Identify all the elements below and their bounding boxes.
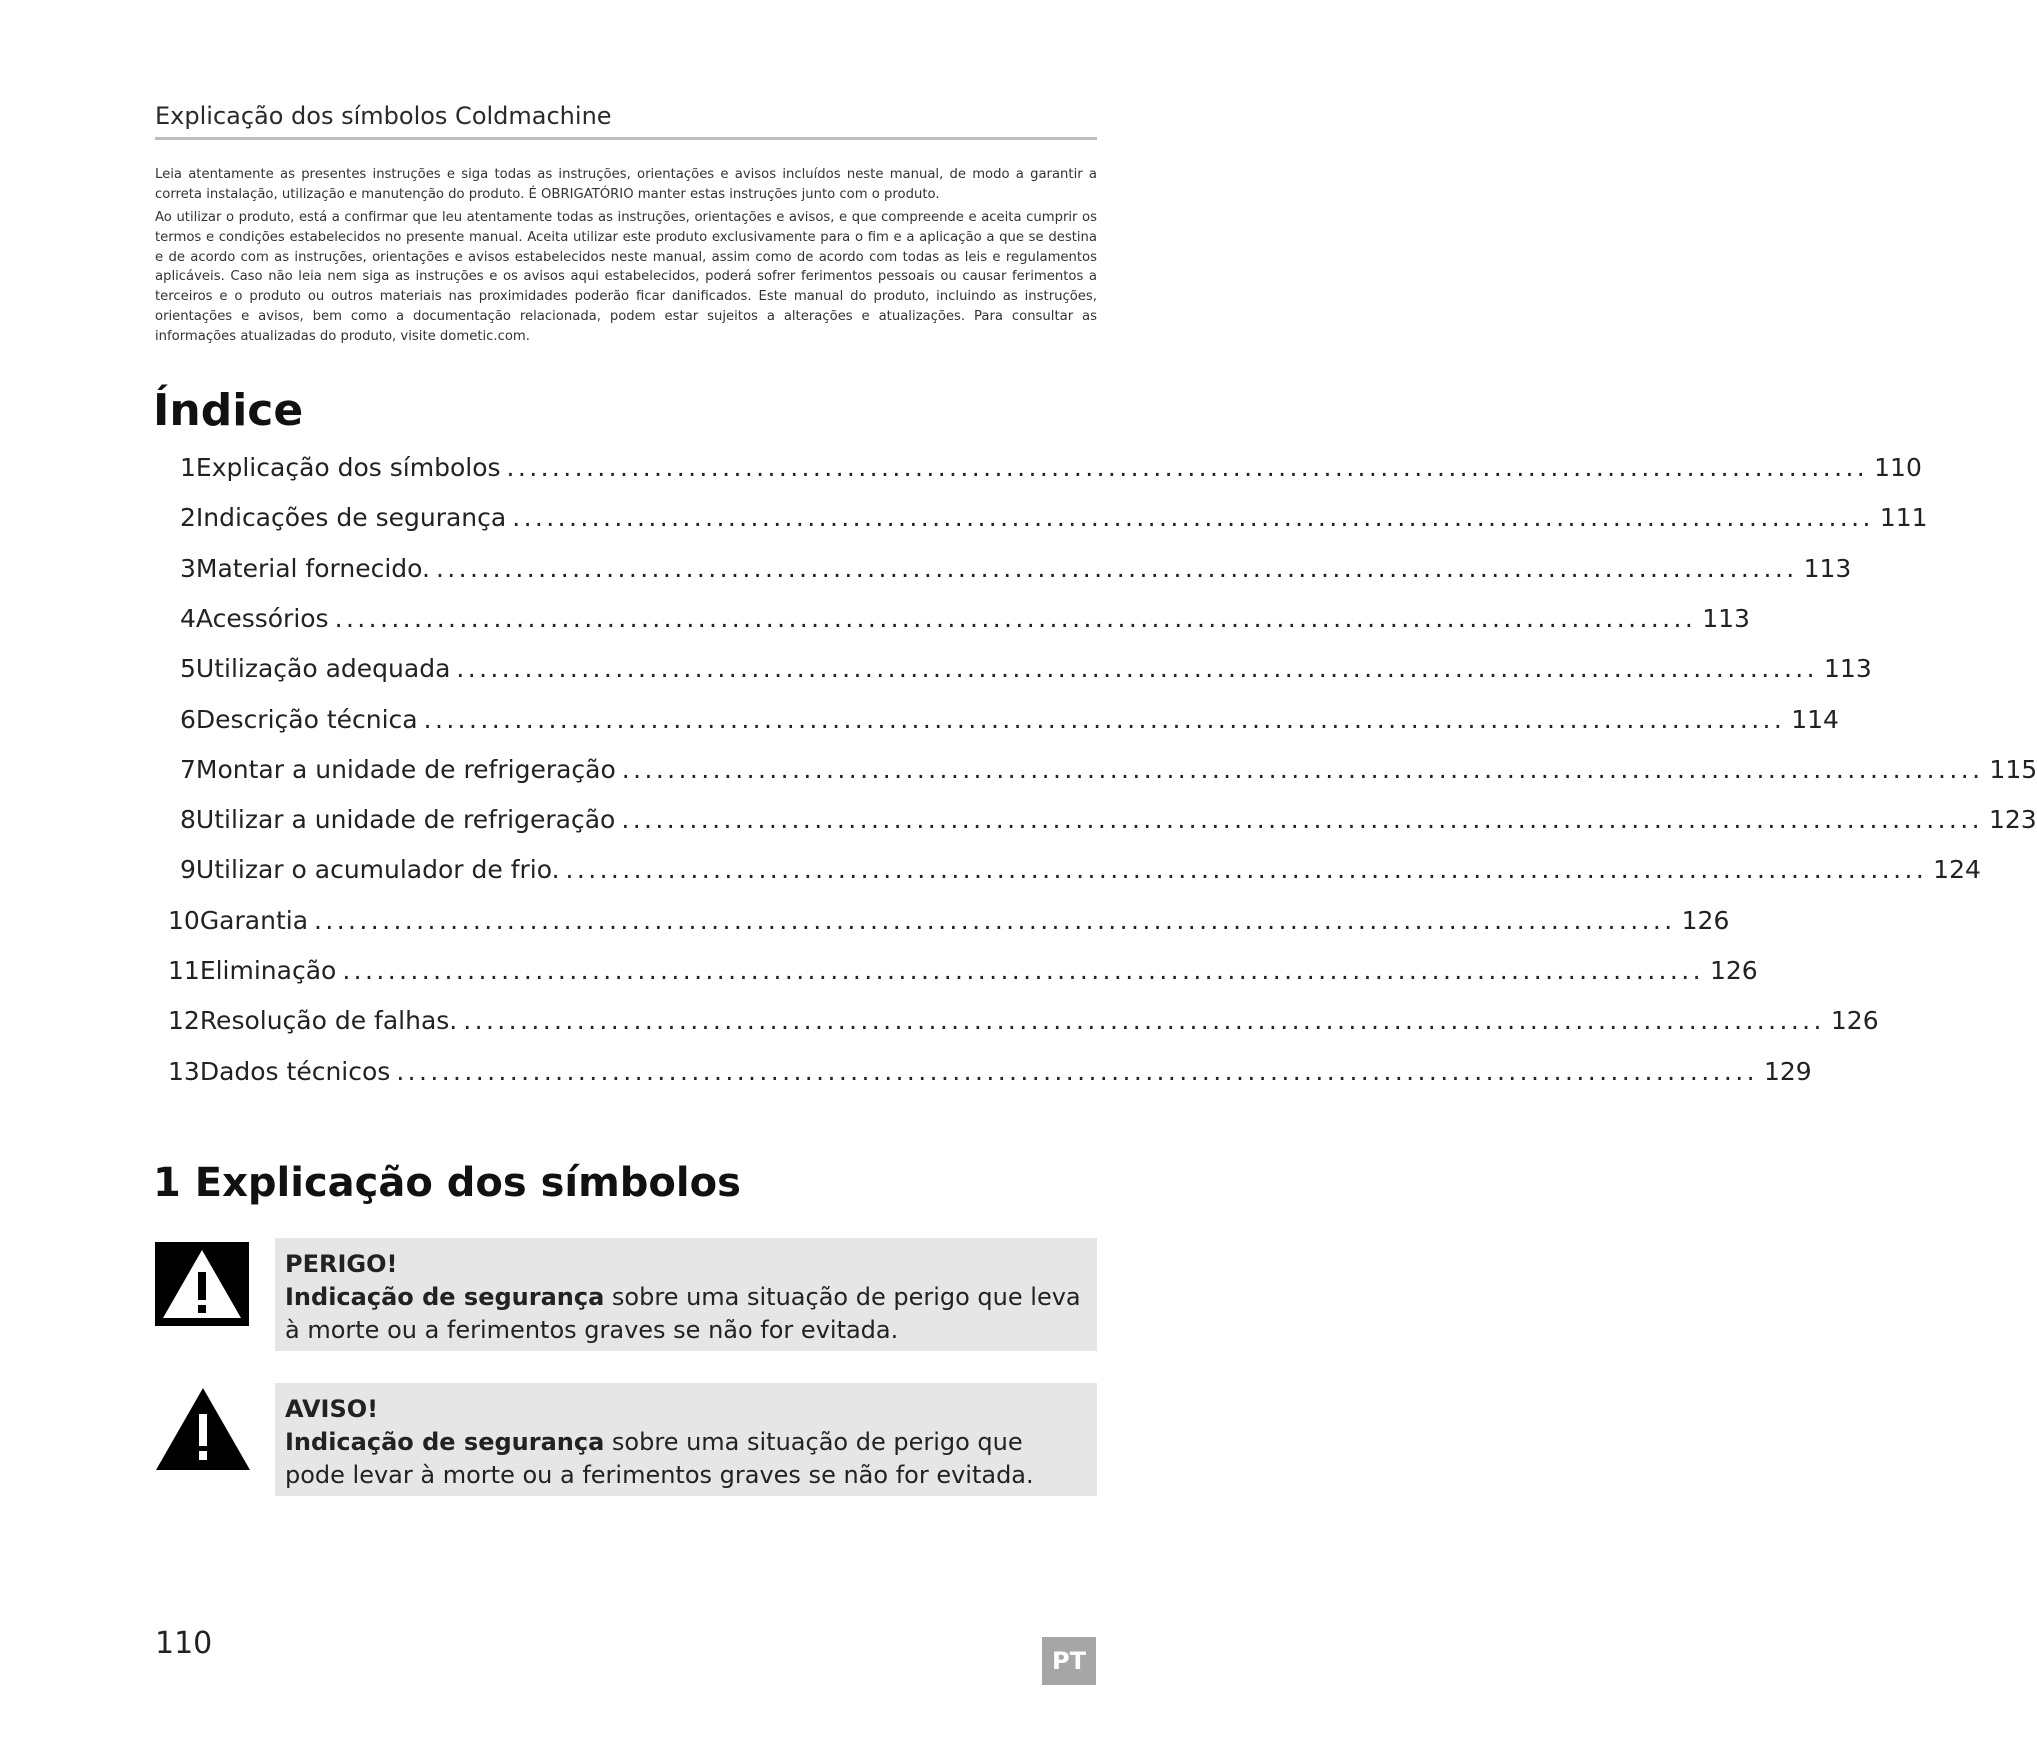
toc-entry-label: Descrição técnica	[195, 704, 418, 734]
toc-entry[interactable]	[180, 654, 1872, 704]
toc-entry[interactable]	[180, 503, 1928, 553]
warning-notice-text: sobre uma situação de perigo que pode levar à morte ou a ferimentos graves se não for evitada.	[285, 1428, 1034, 1489]
toc-entry[interactable]	[180, 704, 1839, 755]
toc-entry[interactable]	[180, 855, 1981, 905]
toc-entry-label: Montar a unidade de refrigeração	[195, 754, 616, 784]
danger-notice-title: PERIGO!	[285, 1250, 398, 1278]
danger-warning-sign-icon	[155, 1242, 249, 1330]
toc-leader-dots: ........................................................................................................................	[506, 453, 1869, 482]
toc-entry[interactable]	[168, 1056, 1812, 1107]
intro-paragraph-2: Ao utilizar o produto, está a confirmar que leu atentamente todas as instruções, orientações e avisos, e que compreende e aceita cumprir os termos e condições estabelecidos no presente manual. Aceita utilizar este produto exclusivamente para o fim e a aplicação a que se destina e de acordo com as instruções, orientações e avisos estabelecidos neste manual, assim como de acordo com todas as leis e regulamentos aplicáveis. Caso não leia nem siga as instruções e os avisos aqui estabelecidos, poderá sofrer ferimentos pessoais ou causar ferimentos a terceiros e o produto ou outros materiais nas proximidades poderão ficar danificados. Este manual do produto, incluindo as instruções, orientações e avisos, bem como a documentação relacionada, podem estar sujeitos a alterações e atualizações. Para consultar as informações atualizadas do produto, visite dometic.com.	[155, 210, 1097, 344]
toc-entry-label: Explicação dos símbolos	[195, 453, 501, 482]
toc-entry-label: Resolução de falhas.	[199, 1006, 458, 1036]
page-number: 110	[155, 1626, 213, 1661]
toc-entry-page: 111	[1879, 503, 1928, 533]
toc-entry[interactable]	[168, 905, 1730, 956]
toc-entry-number: 13	[168, 1056, 200, 1086]
warning-triangle-icon	[155, 1386, 251, 1476]
warning-notice-strong: Indicação de segurança	[285, 1428, 605, 1456]
toc-entry-label: Eliminação	[199, 956, 337, 985]
toc-leader-dots: ........................................................................................................................	[435, 553, 1798, 583]
toc-entry-number: 11	[168, 956, 200, 985]
header-rule	[155, 137, 1097, 140]
toc-leader-dots: ........................................................................................................................	[423, 704, 1786, 734]
toc-entry-label: Acessórios	[195, 603, 329, 633]
toc-leader-dots: ........................................................................................................................	[342, 956, 1704, 985]
toc-entry-label: Garantia	[199, 905, 309, 935]
toc-entry-label: Utilização adequada	[195, 654, 451, 684]
toc-leader-dots: ........................................................................................................................	[621, 805, 1983, 835]
toc-entry-page: 113	[1702, 603, 1750, 633]
toc-leader-dots: ........................................................................................................................	[512, 503, 1874, 533]
toc-entry-number: 4	[180, 603, 196, 633]
toc-entry-number: 9	[180, 855, 196, 885]
toc-leader-dots: ........................................................................................................................	[314, 905, 1676, 935]
toc-entry-page: 114	[1791, 704, 1839, 734]
toc-entry-page: 124	[1933, 855, 1981, 885]
toc-entry-page: 129	[1763, 1056, 1812, 1086]
toc-entry[interactable]	[180, 553, 1852, 604]
section-heading-symbols: 1 Explicação dos símbolos	[153, 1160, 741, 1206]
toc-entry-number: 2	[180, 503, 196, 533]
danger-notice-box	[275, 1238, 1097, 1351]
toc-entry-number: 8	[180, 805, 196, 835]
toc-entry-number: 6	[180, 704, 196, 734]
toc-entry-page: 115	[1989, 754, 2037, 784]
toc-entry-label: Indicações de segurança	[195, 503, 507, 533]
intro-paragraph-1: Leia atentamente as presentes instruções e siga todas as instruções, orientações e avisos incluídos neste manual, de modo a garantir a correta instalação, utilização e manutenção do produto. É OBRIGATÓRIO manter estas instruções junto com o produto.	[155, 167, 1097, 202]
toc-leader-dots: ........................................................................................................................	[621, 754, 1984, 784]
toc-entry-page: 113	[1824, 654, 1872, 684]
toc-entry-label: Dados técnicos	[199, 1056, 391, 1086]
toc-entry-label: Utilizar o acumulador de frio.	[195, 855, 560, 885]
toc-entry[interactable]	[180, 805, 2037, 855]
danger-notice-text: sobre uma situação de perigo que leva à morte ou a ferimentos graves se não for evitada.	[285, 1283, 1081, 1344]
toc-entry[interactable]	[180, 603, 1750, 654]
toc-leader-dots: ........................................................................................................................	[565, 855, 1928, 885]
toc-entry-number: 3	[180, 553, 196, 583]
toc-entry[interactable]	[180, 453, 1922, 503]
toc-leader-dots: ........................................................................................................................	[456, 654, 1819, 684]
toc-entry-number: 12	[168, 1006, 200, 1036]
toc-leader-dots: ........................................................................................................................	[334, 603, 1697, 633]
toc-entry[interactable]	[168, 1006, 1879, 1056]
toc-leader-dots: ........................................................................................................................	[396, 1056, 1758, 1086]
toc-entry-label: Material fornecido.	[195, 553, 430, 583]
toc-entry-page: 126	[1830, 1006, 1879, 1036]
toc-leader-dots: ........................................................................................................................	[463, 1006, 1825, 1036]
language-badge: PT	[1042, 1637, 1096, 1685]
toc-entry-page: 126	[1709, 956, 1758, 985]
danger-notice-strong: Indicação de segurança	[285, 1283, 605, 1311]
index-heading: Índice	[153, 385, 304, 436]
toc-entry-number: 10	[168, 905, 200, 935]
toc-entry-page: 113	[1803, 553, 1852, 583]
header-title: Explicação dos símbolos Coldmachine	[155, 102, 612, 130]
toc-entry-page: 123	[1988, 805, 2037, 835]
toc-entry-page: 110	[1874, 453, 1922, 482]
toc-entry-label: Utilizar a unidade de refrigeração	[195, 805, 616, 835]
toc-entry-number: 1	[180, 453, 196, 482]
toc-entry[interactable]	[180, 754, 2037, 805]
toc-entry-page: 126	[1681, 905, 1730, 935]
toc-entry-number: 5	[180, 654, 196, 684]
warning-notice-title: AVISO!	[285, 1395, 379, 1423]
toc-entry[interactable]	[168, 956, 1758, 1006]
warning-notice-box	[275, 1383, 1097, 1496]
toc-entry-number: 7	[180, 754, 196, 784]
